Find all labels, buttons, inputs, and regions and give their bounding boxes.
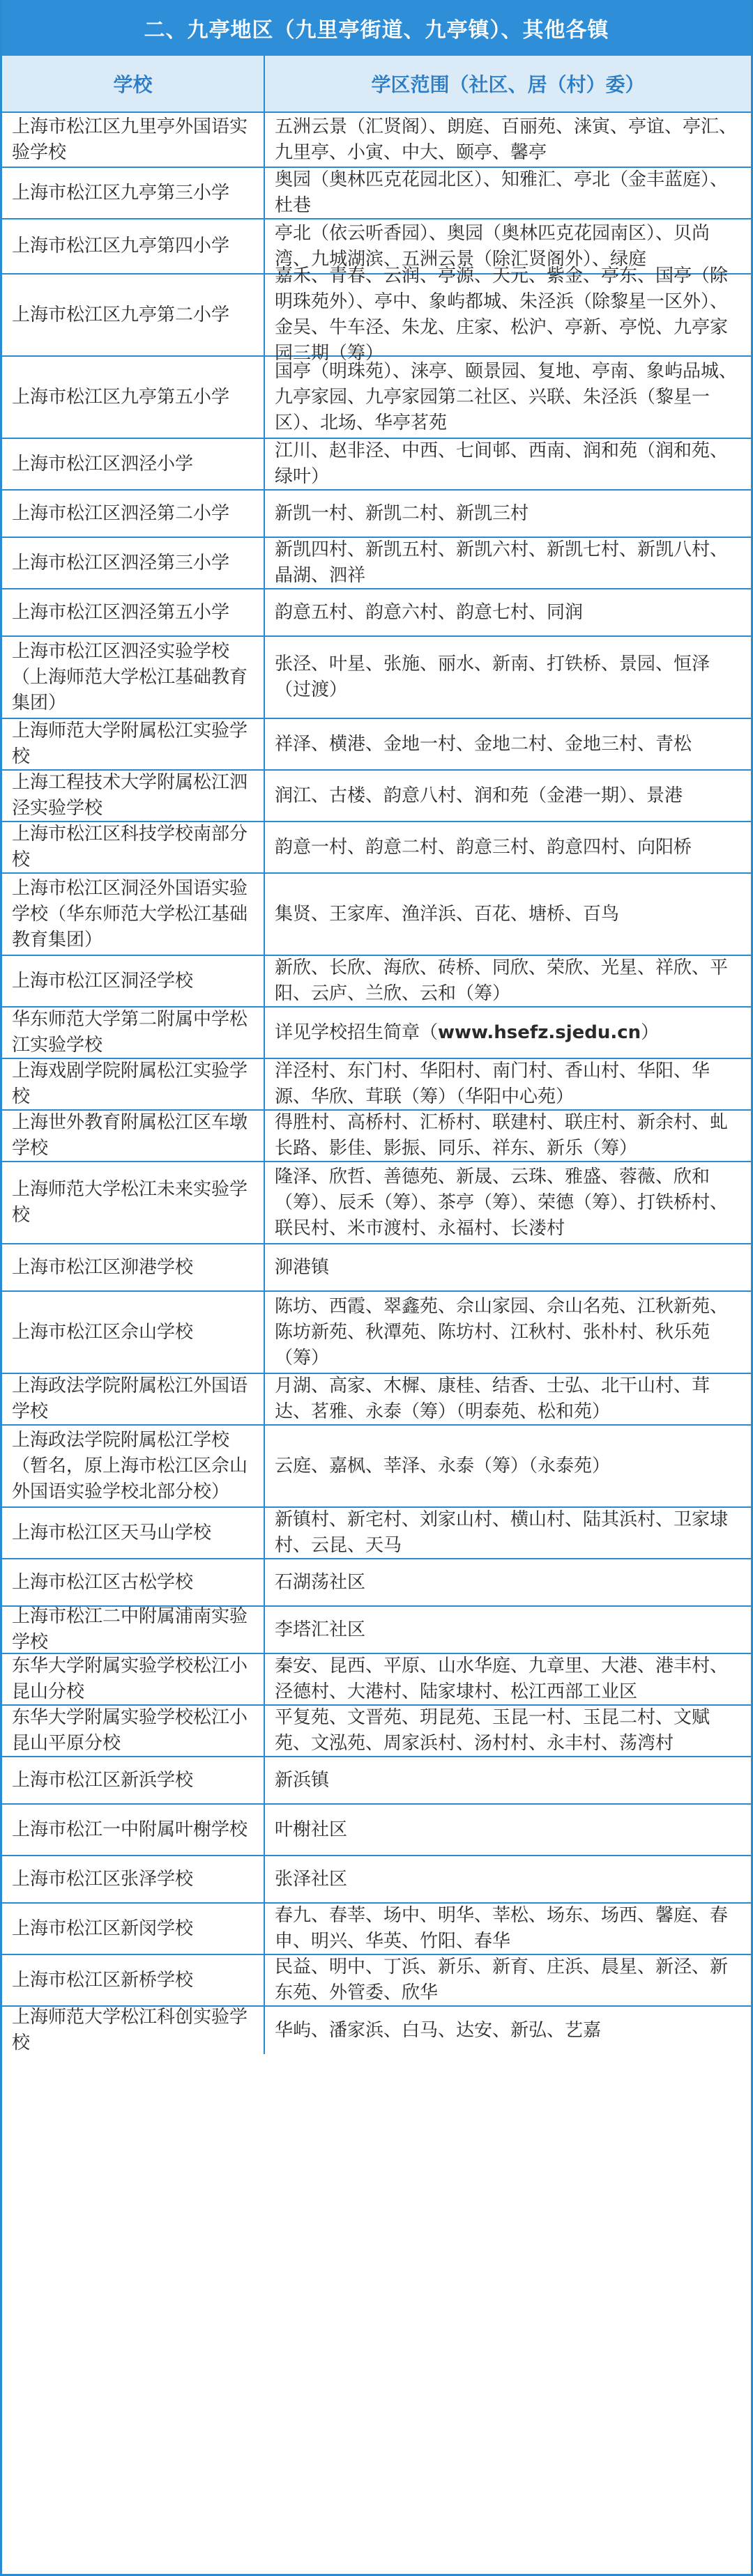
district-range: 韵意一村、韵意二村、韵意三村、韵意四村、向阳桥 [275,836,692,858]
table-row [2,1292,751,1374]
school-name: 东华大学附属实验学校松江小昆山分校 [2,1654,265,1704]
table-row [2,1805,751,1856]
district-range: 五洲云景（汇贤阁）、朗庭、百丽苑、涞寅、亭谊、亭汇、九里亭、小寅、中大、颐亭、馨亭 [275,116,738,163]
range-suffix: ） [641,1021,660,1043]
district-range [265,1008,751,1058]
school-name: 东华大学附属实验学校松江小昆山平原分校 [2,1706,265,1756]
district-range: 新欣、长欣、海欣、砖桥、同欣、荣欣、光星、祥欣、平阳、云庐、兰欣、云和（筹） [275,957,729,1004]
school-name: 上海师范大学松江科创实验学校 [2,2007,265,2054]
district-range: 张泽社区 [275,1868,348,1890]
table-header [2,56,751,113]
table-row [2,538,751,589]
school-name: 上海政法学院附属松江外国语学校 [2,1374,265,1424]
district-range: 洋泾村、东门村、华阳村、南门村、香山村、华阳、华源、华欣、茸联（筹）（华阳中心苑） [275,1061,710,1107]
school-name: 上海市松江区天马山学校 [2,1508,265,1558]
district-range: 泖港镇 [275,1256,330,1278]
school-name: 上海市松江区泗泾小学 [2,439,265,489]
table-row [2,956,751,1008]
school-name: 上海市松江区九亭第五小学 [2,357,265,438]
district-range: 集贤、王家库、渔洋浜、百花、塘桥、百鸟 [275,903,620,925]
table-row [2,113,751,168]
table-row [2,637,751,719]
school-name: 上海戏剧学院附属松江实验学校 [2,1059,265,1109]
district-range: 月湖、高家、木樨、康桂、结香、士弘、北干山村、茸达、茗雅、永泰（筹）（明泰苑、松和苑） [275,1375,710,1422]
district-range: 国亭（明珠苑）、涞亭、颐景园、复地、亭南、象屿品城、九亭家园、九亭家园第二社区、兴联、朱泾浜（黎星一区）、北场、华亭茗苑 [275,360,738,433]
district-range: 华屿、潘家浜、白马、达安、新弘、艺嘉 [275,2019,602,2041]
table-row [2,1374,751,1426]
school-name: 华东师范大学第二附属中学松江实验学校 [2,1008,265,1058]
school-name: 上海世外教育附属松江区车墩学校 [2,1111,265,1161]
school-name: 上海市松江区泗泾第三小学 [2,538,265,588]
district-range: 隆泽、欣哲、善德苑、新晟、云珠、雅盛、蓉薇、欣和（筹）、辰禾（筹）、茶亭（筹）、荣德（筹）、打铁桥村、联民村、米市渡村、永福村、长溇村 [275,1166,729,1239]
district-range: 民益、明中、丁浜、新乐、新育、庄浜、晨星、新泾、新东苑、外管委、欣华 [275,1957,729,2003]
school-name: 上海市松江区九里亭外国语实验学校 [2,113,265,167]
table-row [2,1244,751,1292]
table-row [2,1856,751,1904]
table-title: 二、九亭地区（九里亭街道、九亭镇）、其他各镇 [2,0,751,56]
district-range: 李塔汇社区 [275,1619,366,1640]
school-name: 上海市松江区古松学校 [2,1559,265,1605]
school-name: 上海市松江区九亭第三小学 [2,168,265,218]
school-name: 上海市松江区泖港学校 [2,1244,265,1290]
district-range: 亭北（依云听香园）、奥园（奥林匹克花园南区）、贝尚湾、九城湖滨、五洲云景（除汇贤阁外）、绿庭 [275,222,710,270]
table-row [2,822,751,874]
table-row [2,1059,751,1111]
table-row [2,491,751,538]
school-name: 上海师范大学附属松江实验学校 [2,719,265,769]
table-row [2,1426,751,1508]
district-range: 新浜镇 [275,1769,330,1791]
school-name: 上海市松江区洞泾学校 [2,956,265,1006]
school-name: 上海市松江区新闵学校 [2,1904,265,1954]
table-row [2,1654,751,1706]
school-name: 上海市松江区九亭第二小学 [2,275,265,355]
district-range: 新镇村、新宅村、刘家山村、横山村、陆其浜村、卫家埭村、云昆、天马 [275,1509,729,1556]
range-prefix: 详见学校招生简章（ [275,1021,439,1043]
table-row [2,1111,751,1162]
school-name: 上海市松江区九亭第四小学 [2,219,265,273]
school-name: 上海市松江区新桥学校 [2,1955,265,2005]
table-row [2,589,751,637]
district-range: 韵意五村、韵意六村、韵意七村、同润 [275,601,584,623]
table-row [2,357,751,439]
school-name: 上海工程技术大学附属松江泗泾实验学校 [2,771,265,821]
district-range: 得胜村、高桥村、汇桥村、联建村、联庄村、新余村、虬长路、影佳、影振、同乐、祥东、新乐（筹） [275,1112,729,1159]
table-row [2,1955,751,2007]
table-row [2,874,751,956]
district-range: 润江、古楼、韵意八村、润和苑（金港一期）、景港 [275,785,683,806]
school-name: 上海市松江区新浜学校 [2,1757,265,1803]
school-name: 上海市松江区泗泾第二小学 [2,491,265,537]
school-name: 上海市松江区泗泾实验学校（上海师范大学松江基础教育集团） [2,637,265,718]
school-name: 上海市松江区泗泾第五小学 [2,589,265,635]
district-range: 张泾、叶星、张施、丽水、新南、打铁桥、景园、恒泽（过渡） [275,654,710,700]
school-website-link[interactable]: www.hsefz.sjedu.cn [438,1021,641,1043]
district-range: 陈坊、西霞、翠鑫苑、佘山家园、佘山名苑、江秋新苑、陈坊新苑、秋潭苑、陈坊村、江秋村、张朴村、秋乐苑（筹） [275,1295,729,1368]
table-row [2,1508,751,1559]
school-name: 上海市松江区佘山学校 [2,1292,265,1373]
table-row [2,771,751,822]
school-name: 上海市松江区张泽学校 [2,1856,265,1902]
header-school: 学校 [2,56,265,111]
district-range: 嘉禾、青春、云润、亭源、天元、紫金、亭东、国亭（除明珠苑外）、亭中、象屿都城、朱泾浜（除黎星一区外）、金吴、牛车泾、朱龙、庄家、松沪、亭新、亭悦、九亭家园三期（筹） [275,265,729,364]
table-row [2,2007,751,2054]
table-row [2,1162,751,1244]
table-row [2,1757,751,1805]
district-range: 春九、春莘、场中、明华、莘松、场东、场西、馨庭、春申、明兴、华英、竹阳、春华 [275,1905,729,1952]
table-row [2,1559,751,1607]
school-name: 上海市松江一中附属叶榭学校 [2,1805,265,1855]
school-name: 上海市松江区洞泾外国语实验学校（华东师范大学松江基础教育集团） [2,874,265,955]
table-row [2,1008,751,1059]
district-range: 云庭、嘉枫、莘泽、永泰（筹）（永泰苑） [275,1455,611,1476]
district-range: 新凯一村、新凯二村、新凯三村 [275,502,529,524]
table-row [2,1904,751,1955]
school-name: 上海市松江区科技学校南部分校 [2,822,265,872]
header-range: 学区范围（社区、居（村）委） [371,73,645,96]
school-name: 上海师范大学松江未来实验学校 [2,1162,265,1243]
district-range: 江川、赵非泾、中西、七间邨、西南、润和苑（润和苑、绿叶） [275,440,729,487]
table-row [2,719,751,771]
table-row [2,1607,751,1654]
district-range: 秦安、昆西、平原、山水华庭、九章里、大港、港丰村、泾德村、大港村、陆家埭村、松江西部工业区 [275,1656,729,1702]
table-row [2,439,751,491]
table-row [2,1706,751,1757]
table-row [2,265,751,364]
district-range: 叶榭社区 [275,1819,348,1840]
school-name: 上海市松江二中附属浦南实验学校 [2,1607,265,1653]
table-row [2,168,751,219]
district-range: 石湖荡社区 [275,1571,366,1593]
table-body [2,113,751,2574]
district-range: 新凯四村、新凯五村、新凯六村、新凯七村、新凯八村、晶湖、泗祥 [275,539,729,586]
district-range: 平复苑、文晋苑、玥昆苑、玉昆一村、玉昆二村、文赋苑、文泓苑、周家浜村、汤村村、永丰村、荡湾村 [275,1707,710,1754]
district-range: 祥泽、横港、金地一村、金地二村、金地三村、青松 [275,733,692,755]
district-range: 奥园（奥林匹克花园北区）、知雅汇、亭北（金丰蓝庭）、杜巷 [275,169,729,216]
school-name: 上海政法学院附属松江学校（暂名，原上海市松江区佘山外国语实验学校北部分校） [2,1426,265,1506]
